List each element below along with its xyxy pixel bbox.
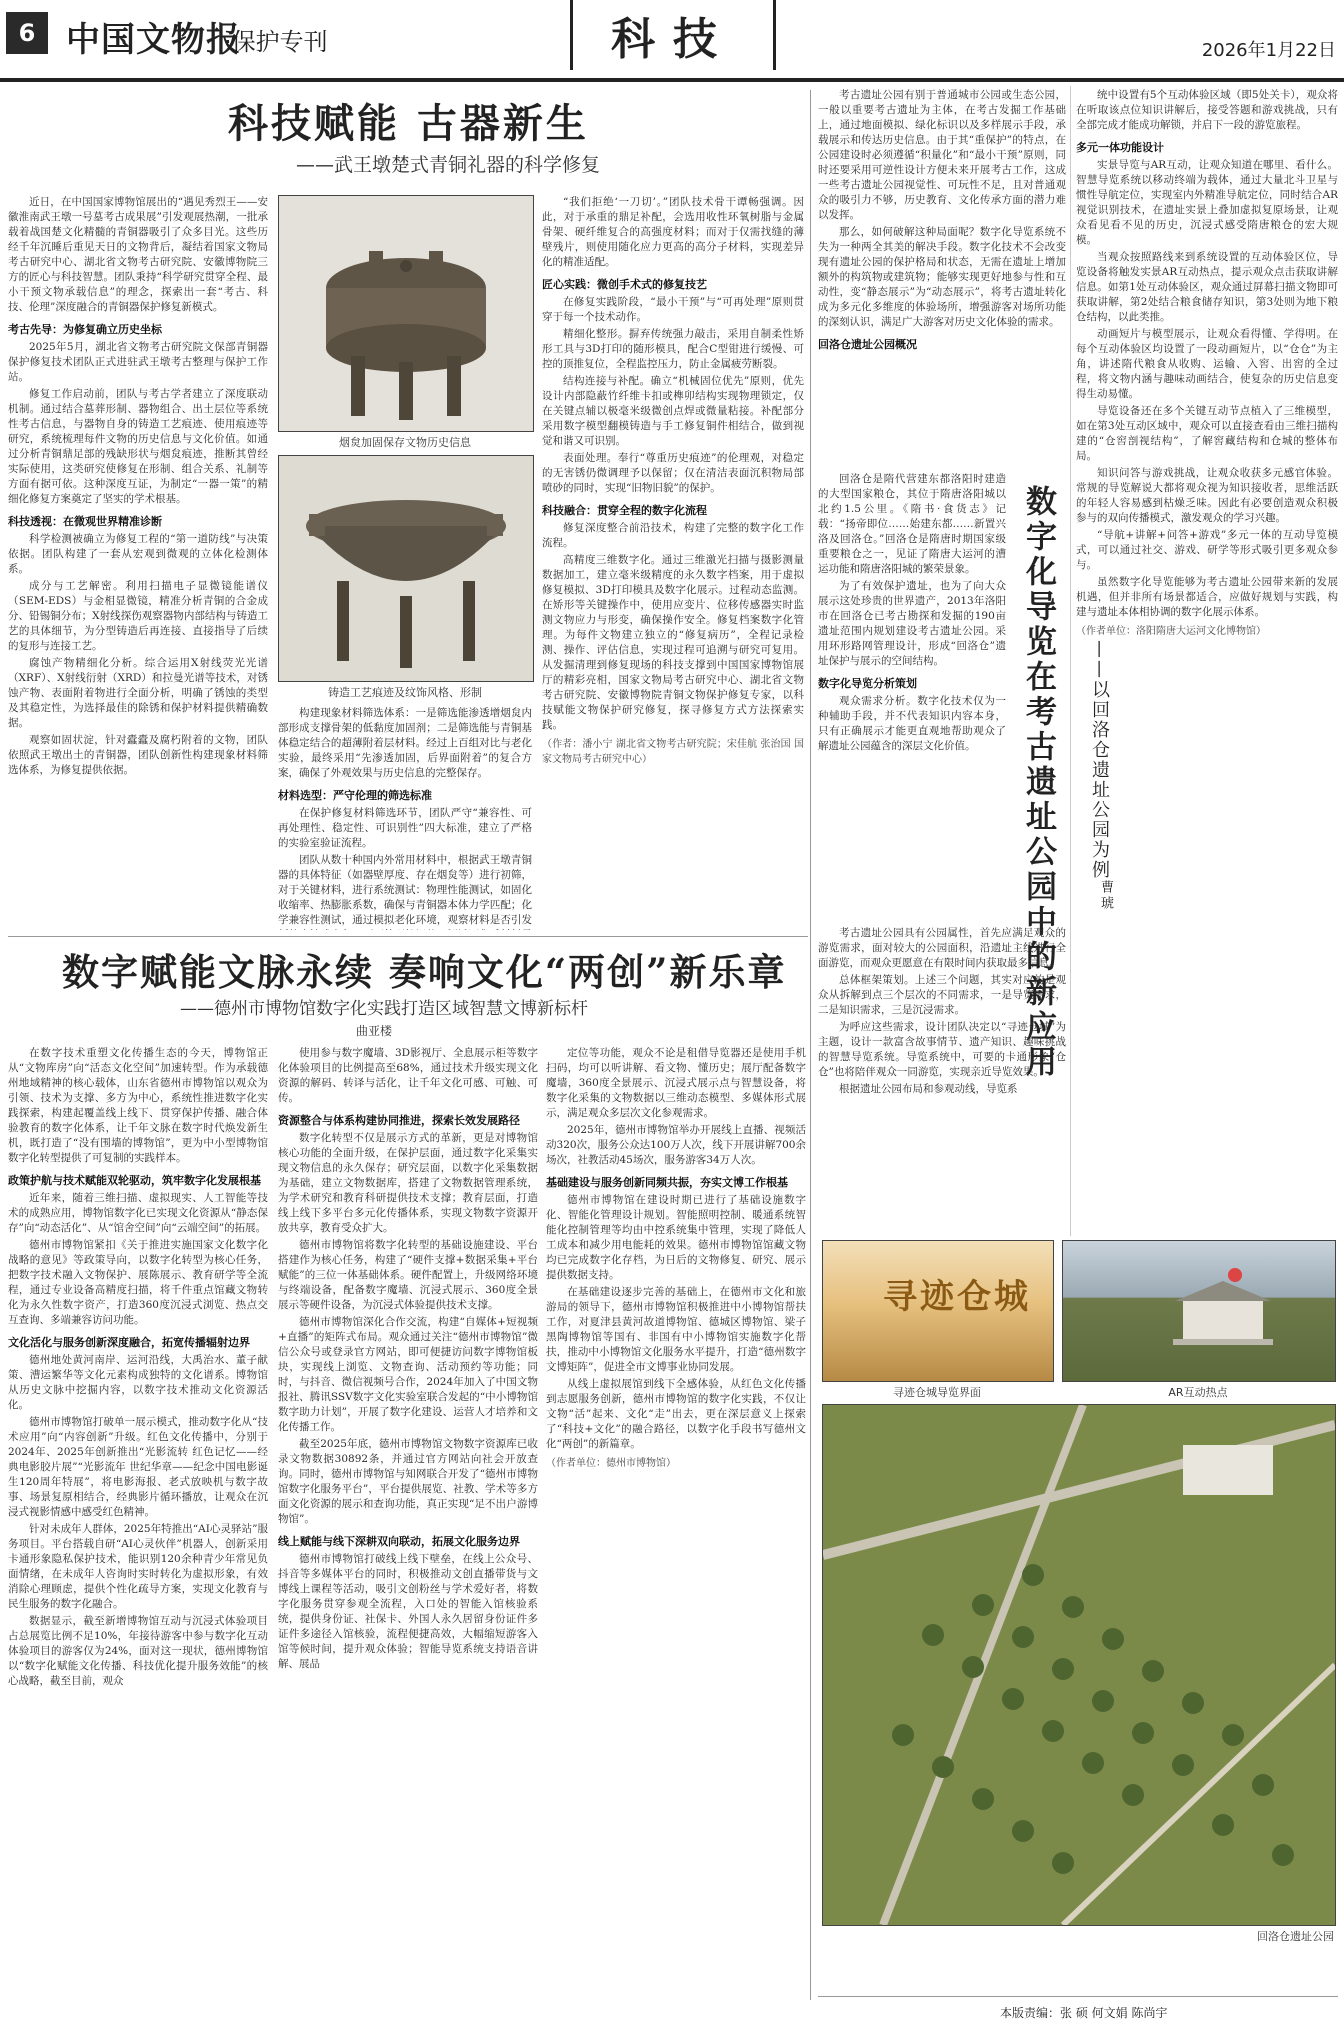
section-heading: 文化活化与服务创新深度融合，拓宽传播辐射边界 [8, 1336, 250, 1349]
divider [8, 936, 808, 937]
paragraph: 近日，在中国国家博物馆展出的“遇见秀烈王——安徽淮南武王墩一号墓考古成果展”引发观展热潮，一批承载着战国楚文化精髓的青铜器吸引了众多目光。这些历经千年沉睡后重见天日的文物背后，凝结着国家文物局考古研究中心、湖北省文物考古研究院、安徽博物院三方的匠心与科技智慧。团队秉持“科学研究贯穿全程、最小干预文物承载信息”的理念，探索出一套“考古、科技、伦理”深度融合的青铜器保护修复新模式。 [8, 196, 268, 313]
paragraph: 表面处理。奉行“尊重历史痕迹”的伦理观，对稳定的无害锈仍微调理予以保留；仅在清洁表面沉积物局部喷砂的同时，实现“旧物旧貌”的保护。 [542, 452, 804, 494]
article2-author: （作者单位：德州市博物馆） [546, 1458, 676, 1469]
article3-author: （作者单位：洛阳隋唐大运河文化博物馆） [1076, 626, 1266, 637]
article1-column-3 [542, 195, 804, 930]
paragraph: 观察如固状淀，针对蠹蠹及腐朽附着的文物，团队依照武王墩出土的青铜器，团队创新性构建现象材料筛选体系，为修复提供依据。 [8, 734, 268, 776]
divider [1070, 86, 1071, 1236]
photo-caption: 寻迹仓城导览界面 [893, 1386, 981, 1399]
section-heading: 回洛仓遗址公园概况 [818, 338, 917, 351]
issue-date: 2026年1月22日 [1201, 40, 1336, 61]
paragraph: 根据遗址公园布局和参观动线，导览系 [839, 1083, 1018, 1095]
paragraph: 数据显示，截至新增博物馆互动与沉浸式体验项目占总展览比例不足10%，年接待游客中参与数字化互动体验项目的游客仅为24%，面对这一现状，德州博物馆以“数字化赋能文化传播、科技优化提升服务效能”的核心战略，截至目前，观众 [8, 1615, 268, 1687]
paragraph: 回洛仓是隋代营建东都洛阳时建造的大型国家粮仓，其位于隋唐洛阳城以北约1.5公里。《隋书·食货志》记载：“扬帝即位……始建东都……新置兴洛及回洛仓。”回洛仓是隋唐时期国家级重要粮仓之一，见证了隋唐大运河的漕运功能和隋唐洛阳城的繁荣景象。 [818, 473, 1006, 575]
paragraph: 结构连接与补配。确立“机械固位优先”原则，优先设计内部隐蔽竹纤维卡扣或榫卯结构实现物理锁定，仅在关键点辅以极毫米级微创点焊或微量粘接。补配部分采用数字模型翻模铸造与手工修复铜件相结合，做到视觉和谐又可识别。 [542, 375, 804, 447]
section-heading: 科技融合：贯穿全程的数字化流程 [542, 504, 707, 517]
ar-hotspot-photo [1062, 1240, 1336, 1382]
photo-caption: 回洛仓遗址公园 [1257, 1930, 1334, 1943]
section-heading: 资源整合与体系构建协同推进，探索长效发展路径 [278, 1114, 520, 1127]
paragraph: 知识问答与游戏挑战，让观众收获多元感官体验。常规的导览解说大都将观众视为知识接收者，思维活跃的年轻人容易感到枯燥乏味。因此有必要创造观众积极参与的双向传播模式，激发观众的学习兴趣。 [1076, 467, 1338, 524]
paragraph: 为了有效保护遗址，也为了向大众展示这处珍贵的世界遗产，2013年洛阳市在回洛仓已考古勘探和发掘的190亩遗址范围内规划建设考古遗址公园。采用环形路网管理设计，形成“回洛仓”遗址保护与展示的空间结构。 [818, 580, 1006, 667]
article3-subtitle: ——以回洛仓遗址公园为例 [1089, 640, 1110, 880]
divider [810, 90, 811, 2000]
aerial-park-illustration [823, 1405, 1335, 1925]
masthead [0, 0, 1344, 82]
paragraph: 精细化整形。摒弃传统强力敲击，采用自制柔性矫形工具与3D打印的随形模具，配合C型钳进行缓慢、可控的顶推复位，全程监控压力，防止金属疲劳断裂。 [542, 328, 804, 370]
paragraph: 团队从数十种国内外常用材料中，根据武王墩青铜器的具体特征（如器壁厚度、存在烟炱等）进行初筛，对于关键材料，进行系统测试：物理性能测试，如固化收缩率、热膨胀系数，确保与青铜器本体力学匹配；化学兼容性测试，通过模拟老化环境，观察材料是否引发 [278, 854, 532, 926]
article3-column-1-mid [818, 472, 1006, 922]
paragraph: 2025年5月，湖北省文物考古研究院文保部青铜器保护修复技术团队正式进驻武王墩考古整理与保护工作站。 [8, 341, 268, 383]
section-label: 科技 [570, 0, 776, 70]
paragraph: 2025年，德州市博物馆举办开展线上直播、视频活动320次，服务公众达100万人次，线下开展讲解700余场次，社教活动45场次，服务游客34万人次。 [546, 1124, 806, 1166]
paragraph: 德州市博物馆打破线上线下壁垒，在线上公众号、抖音等多媒体平台的同时，积极推动文创直播带货与文博线上课程等活动，吸引文创粉丝与学术爱好者，将数字化服务贯穿参观全流程，入口处的智能入馆核验系统，提供身份证、社保卡、外国人永久居留身份证件多证件多途径入馆核验，流程便捷高效，大幅缩短游客入馆等候时间，提升观众体验；智能导览系统支持语音讲解、展品 [278, 1553, 538, 1670]
paragraph: “导航+讲解+问答+游戏”多元一体的互动导览模式，可以通过社交、游戏、研学等形式吸引更多观众参与。 [1076, 529, 1338, 571]
section-heading: 科技透视：在微观世界精准诊断 [8, 515, 162, 528]
paragraph: 考古遗址公园有别于普通城市公园或生态公园，一般以重要考古遗址为主体，在考古发掘工作基础上，通过地面模拟、绿化标识以及多样展示手段，承载展示和传达历史信息。由于其“重保护”的特点，在公园建设时必须遵循“积量化”和“最小干预”原则，同时还要采用可逆性设计方便未来开展考古工作，这成一些考古遗址公园视觉性、可玩性不足，且对普通观众的吸引力不够，历史教育、文化传承方面的潜力难以发挥。 [818, 89, 1066, 221]
paragraph: 修复工作启动前，团队与考古学者建立了深度联动机制。通过结合墓葬形制、器物组合、出土层位等系统性考古信息，与器物自身的铸造工艺痕迹、使用痕迹等研究，系统梳理每件文物的历史信息与文化价值。如通过分析青铜鼎足部的残缺形状与烟炱痕迹，推断其曾经实际使用，这类研究使修复在形制、组合关系、礼制等方面有据可依。这种深度互证，为制定“一器一策”的精细化修复方案奠定了坚实的学术根基。 [8, 388, 268, 505]
bronze-ding-illustration [279, 196, 533, 431]
paragraph: 虽然数字化导览能够为考古遗址公园带来新的发展机遇，但并非所有场景都适合，应做好规划与实践，构建与遗址本体相协调的数字化展示体系。 [1076, 576, 1338, 618]
article2-title: 数字赋能文脉永续 奏响文化“两创”新乐章 [62, 950, 787, 994]
paragraph: 实景导览与AR互动，让观众知道在哪里、看什么。智慧导览系统以移动终端为载体，通过大量北斗卫星与惯性导航定位，实现室内外精准导航定位，同时结合AR视觉识别技术，在遗址实景上叠加虚拟复原场景，让观众看见看不见的历史，沉浸式感受隋唐粮仓的宏大规模。 [1076, 159, 1338, 246]
huiluocang-park-aerial-photo [822, 1404, 1336, 1926]
divider [818, 1996, 1338, 1997]
article1-author: （作者：潘小宁 湖北省文物考古研究院；宋佳航 张治国 国家文物局考古研究中心） [542, 739, 804, 765]
section-heading: 匠心实践：微创手术式的修复技艺 [542, 278, 707, 291]
paragraph: 在修复实践阶段，“最小干预”与“可再处理”原则贯穿于每一个技术动作。 [542, 296, 804, 323]
paragraph: 德州地处黄河南岸、运河沿线，大禹治水、董子献策、漕运繁华等文化元素构成独特的文化谱系。博物馆从历史文脉中挖掘内容，以数字技术推动文化资源活化。 [8, 1354, 268, 1411]
article2-subtitle: ——德州市博物馆数字化实践打造区域智慧文博新标杆 [180, 999, 588, 1019]
section-heading: 考古先导：为修复确立历史坐标 [8, 323, 162, 336]
paragraph: “我们拒绝‘一刀切’。”团队技术骨干谭畅强调。因此，对于承重的鼎足补配，会选用收性环氧树脂与金属骨架、硬纤维复合的高强度材料；而对于仅需找缝的薄壁残片，则使用随化应力更高的高分子材料，实现差异化的精准适配。 [542, 196, 804, 268]
paper-name: 中国文物报 [66, 20, 241, 60]
paragraph: 从线上虚拟展馆到线下全感体验，从红色文化传播到志愿服务创新，德州市博物馆的数字化实践，不仅让文物“活”起来、文化“走”出去，更在深层意义上探索了“科技+文化”的融合路径，以数字化手段书写德州文化“两创”的新篇章。 [546, 1378, 806, 1450]
article3-column-2 [1076, 88, 1338, 1230]
paragraph: 为呼应这些需求，设计团队决定以“寻迹仓城”为主题，设计一款富含故事情节、遗产知识、趣味挑战的智慧导览系统。导览系统中，可要的卡通形象“仓仓”也将陪伴观众一同游览，实现亲近导览效果。 [818, 1021, 1066, 1078]
article1-subtitle: ——武王墩楚式青铜礼器的科学修复 [296, 154, 601, 176]
photo-caption: AR互动热点 [1168, 1386, 1228, 1399]
page-number: 6 [6, 12, 48, 54]
paragraph: 统中设置有5个互动体验区域（即5处关卡），观众将在听取该点位知识讲解后，接受答题和游戏挑战，只有全部完成才能成功解锁，并启下一段的游览旅程。 [1076, 89, 1338, 131]
paragraph: 高精度三维数字化。通过三维激光扫描与摄影测量数据加工，建立毫米级精度的永久数字档案，用于虚拟修复模拟、3D打印模具及数字化展示。过程动态监测。在矫形等关键操作中，使用应变片、位移传感器实时监测文物应力与形变，确保操作安全。修复档案数字化管理。为每件文物建立独立的“修复病历”，全程记录检测、操作、评估信息，实现过程可追溯与研究可复用。从发掘清理到修复现场的科技支撑到中国国家博物馆展厅的精彩亮相，国家文物局考古研究中心、湖北省文物考古研究院、安徽博物院青铜文物保护修复专家，以科技赋能文物保护研究修复，探寻修复方式方法探索实践。 [542, 554, 804, 731]
article1-column-2 [278, 706, 532, 930]
app-guide-screen-photo [822, 1240, 1054, 1382]
paragraph: 腐蚀产物精细化分析。综合运用X射线荧光光谱（XRF）、X射线衍射（XRD）和拉曼光谱等技术，对锈蚀产物、表面附着物进行全面分析，明确了锈蚀的类型及其稳定性，为选择最佳的除锈和保护材料提供精确数据。 [8, 657, 268, 729]
photo-caption: 铸造工艺痕迹及纹饰风格、形制 [328, 686, 482, 699]
page-editors: 本版责编：张 硕 何文娟 陈尚宇 [1000, 2006, 1168, 2020]
paragraph: 科学检测被确立为修复工程的“第一道防线”与决策依据。团队构建了一套从宏观到微观的立体化检测体系。 [8, 533, 268, 575]
photo-caption: 烟炱加固保存文物历史信息 [339, 436, 471, 449]
paragraph: 定位等功能，观众不论是租借导览器还是使用手机扫码，均可以听讲解、看文物、懂历史；展厅配备数字魔墙，360度全景展示、沉浸式展示点与智慧设备，将数字化采集的文物数据以三维动态模型、多媒体形式展示，满足观众多层次文化参观需求。 [546, 1047, 806, 1119]
paragraph: 德州市博物馆深化合作交流，构建“自媒体+短视频+直播”的矩阵式布局。观众通过关注“德州市博物馆”微信公众号或登录官方网站，即可便捷访问数字博物馆板块，实现线上浏览、文物查询、活动预约等功能；同时，与抖音、微信视频号合作，2024年加入了中国文物报社、腾讯SSV数字文化实验室联合发起的“中小博物馆数字助力计划”，开展了数字化建设、运营人才培养和文化传播工作。 [278, 1316, 538, 1433]
paragraph: 观众需求分析。数字化技术仅为一种辅助手段，并不代表知识内容本身，只有正确展示才能更直观地帮助观众了解遗址公园蕴含的深层文化价值。 [818, 695, 1006, 752]
section-heading: 数字化导览分析策划 [818, 677, 917, 690]
article2-column-2 [278, 1046, 538, 2031]
paragraph: 那么，如何破解这种局面呢？数字化导览系统不失为一种两全其美的解决手段。数字化技术不会改变现有遗址公园的保护格局和状态，无需在遗址上增加额外的构筑物或建筑物；能够实现更好地参与性和互动性，变“静态展示”为“动态展示”，将考古遗址转化成为多元化多维度的体验场所，增强游客对场所功能的深刻认识，满足广大游客对历史文化体验的需求。 [818, 226, 1066, 328]
paragraph: 构建现象材料筛选体系：一是筛选能渗透增烟炱内部形成支撑骨架的低黏度加固剂；二是筛选能与青铜基体稳定结合的超薄附着层材料。经过上百组对比与老化实验，最终采用“先渗透加固，后界面附着”的复合方案，确保了外观效果与历史信息的完整保存。 [278, 707, 532, 779]
article1-column-1 [8, 195, 268, 930]
paragraph: 近年来，随着三维扫描、虚拟现实、人工智能等技术的成熟应用，博物馆数字化已实现文化资源从“静态保存”向“动态活化”、从“馆舍空间”向“云端空间”的拓展。 [8, 1192, 268, 1234]
article2-column-3 [546, 1046, 806, 2031]
article2-author-name: 曲亚楼 [356, 1024, 393, 1038]
paragraph: 使用参与数字魔墙、3D影视厅、全息展示柜等数字化体验项目的比例提高至68%，通过技术升级实现文化资源的解码、转译与活化，让千年文化可感、可触、可传。 [278, 1047, 538, 1104]
article3-author-name: 曹琥 [1098, 880, 1113, 912]
article3-title: 数字化导览在考古遗址公园中的新应用 [1020, 485, 1056, 1080]
article3-column-1-top [818, 88, 1066, 468]
section-heading: 政策护航与技术赋能双轮驱动，筑牢数字化发展根基 [8, 1174, 261, 1187]
section-heading: 多元一体功能设计 [1076, 141, 1164, 154]
section-heading: 材料选型：严守伦理的筛选标准 [278, 789, 432, 802]
paragraph: 在基础建设逐步完善的基础上，在德州市文化和旅游局的领导下，德州市博物馆积极推进中小博物馆帮扶工作，对夏津县黄河故道博物馆、德城区博物馆、梁子黑陶博物馆等国有、非国有中小博物馆实施数字化帮扶，推动中小博物馆文化服务水平提升，打造“德州数字文博矩阵”，促进全市文博事业协同发展。 [546, 1286, 806, 1373]
ar-hotspot-illustration [1063, 1241, 1335, 1381]
app-logo-lettering: 寻迹仓城 [883, 1277, 1031, 1317]
paragraph: 德州市博物馆将数字化转型的基础设施建设、平台搭建作为核心任务，构建了“硬件支撑+数据采集+平台赋能”的三位一体基础体系。硬件配置上，升级网络环境与终端设备，配备数字魔墙、沉浸式展示、360度全景展示等硬件设备，为沉浸式体验提供技术支撑。 [278, 1239, 538, 1311]
paragraph: 在数字技术重塑文化传播生态的今天，博物馆正从“文物库房”向“活态文化空间”加速转型。作为承载德州地域精神的核心载体，山东省德州市博物馆以观众为引领、技术为支撑、多方为中心，系统性推进数字化实践探索，构建起覆盖线上线下、贯穿保护传播、融合体验教育的数字化体系，让千年文脉在数字时代焕发新生机，既打造了“没有围墙的博物馆”，更为中小型博物馆数字化转型提供了可复制的实践样本。 [8, 1047, 268, 1164]
section-heading: 线上赋能与线下深耕双向联动，拓展文化服务边界 [278, 1535, 520, 1548]
article1-title: 科技赋能 古器新生 [228, 100, 589, 147]
paragraph: 导览设备还在多个关键互动节点植入了三维模型，如在第3处互动区域中，观众可以直接查看由三维扫描构建的“仓窖剖视结构”，了解窖藏结构和仓城的整体布局。 [1076, 405, 1338, 462]
bronze-vessel-illustration [279, 456, 533, 681]
paragraph: 动画短片与模型展示，让观众看得懂、学得明。在每个互动体验区均设置了一段动画短片，以“仓仓”为主角，讲述隋代粮食从收购、运输、入窖、出窖的全过程，将文物内涵与趣味动画结合，使复杂的历史信息变得生动易懂。 [1076, 328, 1338, 400]
article2-column-1 [8, 1046, 268, 2031]
paragraph: 总体框架策划。上述三个问题，其实对应的是观众从拆解到点三个层次的不同需求，一是导览需求，二是知识需求，三是沉浸需求。 [818, 974, 1066, 1016]
paragraph: 针对未成年人群体，2025年特推出“AI心灵驿站”服务项目。平台搭载自研“AI心灵伙伴”机器人，创新采用卡通形象隐私保护技术，能识别120余种青少年常见负面情绪，在未成年人咨询时实时转化为虚拟形象，有效消除心理顾虑，提供个性化疏导方案，实现文化教育与民生服务的数字化融合。 [8, 1523, 268, 1610]
section-heading: 基础建设与服务创新同频共振，夯实文博工作根基 [546, 1176, 788, 1189]
paragraph: 当观众按照路线来到系统设置的互动体验区位，导览设备将触发实景AR互动热点，提示观众点击获取讲解信息。如第1处互动体验区，观众通过屏幕扫描文物即可获取讲解，第2处结合粮食储存知识，第3处则为地下粮仓结构，以此类推。 [1076, 251, 1338, 323]
bronze-vessel-photo [278, 455, 534, 682]
paragraph: 修复深度整合前沿技术，构建了完整的数字化工作流程。 [542, 522, 804, 549]
special-edition-label: ·保护专刊 [224, 28, 328, 56]
paragraph: 数字化转型不仅是展示方式的革新，更是对博物馆核心功能的全面升级，在保护层面，通过数字化采集实现文物信息的永久保存；研究层面，以数字化采集数据为基础，建立文物数据库，搭建了文物数据管理系统，为学术研究和教育科研提供技术支撑；教育层面，打造线上线下多平台多元化传播体系，实现文物数字资源开放共享，教育受众扩大。 [278, 1132, 538, 1234]
paragraph: 成分与工艺解密。利用扫描电子显微镜能谱仪（SEM-EDS）与金相显微镜，精准分析青铜的合金成分、铅锡铜分布；X射线探伤观察器物内部结构与铸造工艺的具体细节，为分型铸造后再连接、直接指导了后续的复形与连接工艺。 [8, 580, 268, 652]
bronze-ding-photo [278, 195, 534, 432]
paragraph: 德州市博物馆在建设时期已进行了基础设施数字化、智能化管理设计规划。智能照明控制、暖通系统智能化控制管理等均由中控系统集中管理，实现了降低人工成本和减少用电能耗的效果。德州市博物馆馆藏文物均已完成数字化存档，为日后的文物修复、研究、展示提供数据支持。 [546, 1194, 806, 1281]
paragraph: 考古遗址公园具有公园属性，首先应满足观众的游览需求，面对较大的公园面积，沿遗址主线进行全面游览，而观众更愿意在有限时间内获取最多信息。 [818, 927, 1066, 969]
paragraph: 德州市博物馆紧扣《关于推进实施国家文化数字化战略的意见》等政策导向，以数字化转型为核心任务，把数字技术融入文物保护、展陈展示、教育研学等全流程，通过专业设备高精度扫描，将千件重点馆藏文物转化为永久性数字资产，打造360度沉浸式浏览、热点交互查询、多端兼容访问功能。 [8, 1239, 268, 1326]
paragraph: 德州市博物馆打破单一展示模式，推动数字化从“技术应用”向“内容创新”升级。红色文化传播中，分别于2024年、2025年创新推出“光影流转 红色记忆——经典电影胶片展”“光影流年 世纪华章——纪念中国电影诞生120周年特展”，将电影海报、老式放映机与数字故事、场景复原相结合，经典影片循环播放，让观众在沉浸式视影情感中感受红色精神。 [8, 1416, 268, 1518]
article3-column-1-bottom [818, 926, 1066, 1226]
paragraph: 在保护修复材料筛选环节，团队严守“兼容性、可再处理性、稳定性、可识别性”四大标准，建立了严格的实验室验证流程。 [278, 807, 532, 849]
paragraph: 截至2025年底，德州市博物馆文物数字资源库已收录文物数据30892条，并通过官方网站向社会开放查询。同时，德州市博物馆与知网联合开发了“德州市博物馆数字化服务平台”，平台提供展览、社教、学术等多方面文化资源的展示和查询功能，真正实现“足不出户游博物馆”。 [278, 1438, 538, 1525]
